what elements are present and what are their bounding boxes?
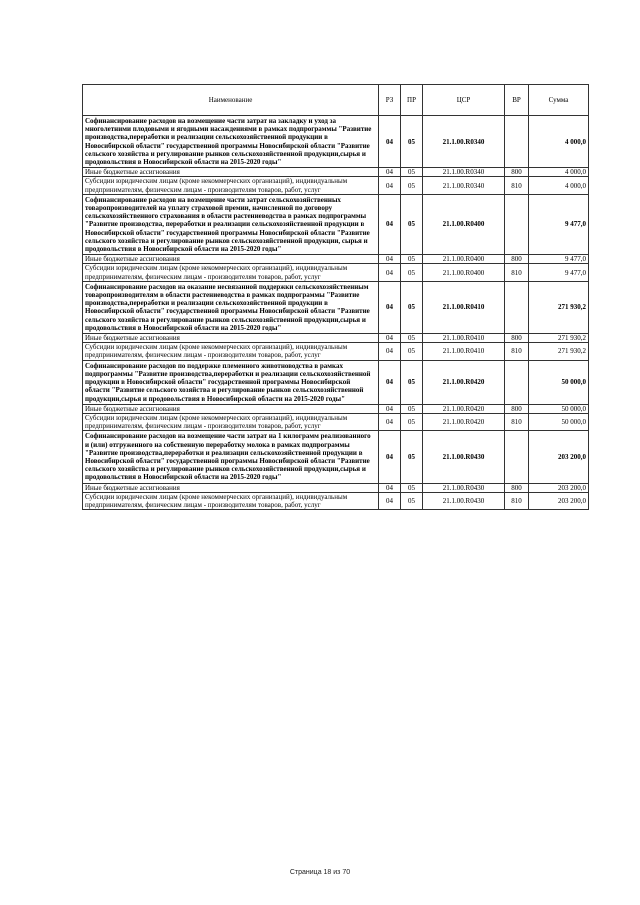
cell-csr: 21.1.00.R0340 (423, 116, 505, 168)
cell-sum: 50 000,0 (529, 404, 589, 413)
cell-vr: 800 (505, 404, 529, 413)
cell-name: Субсидии юридическим лицам (кроме некоммерческих организаций), индивидуальным предпринимателям, физическим лицам - производителям товаров, работ, услуг (83, 492, 379, 509)
cell-pr: 05 (401, 168, 423, 177)
cell-sum: 4 000,0 (529, 177, 589, 194)
cell-vr: 800 (505, 334, 529, 343)
cell-csr: 21.1.00.R0430 (423, 492, 505, 509)
cell-pr: 05 (401, 255, 423, 264)
cell-csr: 21.1.00.R0400 (423, 255, 505, 264)
cell-csr: 21.1.00.R0420 (423, 404, 505, 413)
cell-name: Софинансирование расходов на оказание несвязанной поддержки сельскохозяйственным товаропроизводителям в области растениеводства в рамках подпрограммы "Развитие производства,переработки и реализации сельскохозяйственной продукции в Новосибирской области" государственной программы Новосибирской области "Развитие сельского хозяйства и регулирование рынков сельскохозяйственной продукции,сырья и продовольствия в Новосибирской области на 2015-2020 годы" (83, 281, 379, 333)
table-row-expense-item (83, 116, 589, 168)
cell-vr (505, 360, 529, 404)
cell-rz: 04 (379, 343, 401, 360)
cell-name: Иные бюджетные ассигнования (83, 483, 379, 492)
table-body (83, 116, 589, 510)
cell-pr: 05 (401, 334, 423, 343)
table-row-sub-item (83, 264, 589, 281)
cell-sum: 50 000,0 (529, 413, 589, 430)
cell-sum: 9 477,0 (529, 194, 589, 254)
cell-sum: 203 200,0 (529, 431, 589, 483)
cell-vr: 810 (505, 177, 529, 194)
cell-rz: 04 (379, 168, 401, 177)
cell-pr: 05 (401, 483, 423, 492)
cell-vr: 810 (505, 343, 529, 360)
cell-pr: 05 (401, 413, 423, 430)
cell-vr (505, 281, 529, 333)
cell-vr (505, 194, 529, 254)
cell-csr: 21.1.00.R0400 (423, 264, 505, 281)
cell-name: Иные бюджетные ассигнования (83, 255, 379, 264)
table-row-sub-item (83, 343, 589, 360)
cell-name: Субсидии юридическим лицам (кроме некоммерческих организаций), индивидуальным предпринимателям, физическим лицам - производителям товаров, работ, услуг (83, 343, 379, 360)
cell-name: Субсидии юридическим лицам (кроме некоммерческих организаций), индивидуальным предпринимателям, физическим лицам - производителям товаров, работ, услуг (83, 413, 379, 430)
cell-rz: 04 (379, 431, 401, 483)
cell-rz: 04 (379, 492, 401, 509)
cell-name: Софинансирование расходов на возмещение части затрат на закладку и уход за многолетними плодовыми и ягодными насаждениями в рамках подпрограммы "Развитие производства,переработки и реализации сельскохозяйственной продукции в Новосибирской области" государственной программы Новосибирской области "Развитие сельского хозяйства и регулирование рынков сельскохозяйственной продукции,сырья и продовольствия в Новосибирской области на 2015-2020 годы" (83, 116, 379, 168)
cell-rz: 04 (379, 483, 401, 492)
cell-sum: 203 200,0 (529, 483, 589, 492)
cell-pr: 05 (401, 492, 423, 509)
cell-pr: 05 (401, 343, 423, 360)
cell-sum: 203 200,0 (529, 492, 589, 509)
cell-vr: 800 (505, 483, 529, 492)
table-row-sub-item (83, 168, 589, 177)
cell-rz: 04 (379, 116, 401, 168)
cell-sum: 271 930,2 (529, 343, 589, 360)
cell-rz: 04 (379, 255, 401, 264)
cell-rz: 04 (379, 413, 401, 430)
table-row-expense-item (83, 431, 589, 483)
table-row-sub-item (83, 334, 589, 343)
cell-rz: 04 (379, 334, 401, 343)
table-row-sub-item (83, 492, 589, 509)
table-row-sub-item (83, 255, 589, 264)
cell-vr (505, 116, 529, 168)
cell-sum: 4 000,0 (529, 168, 589, 177)
cell-name: Иные бюджетные ассигнования (83, 404, 379, 413)
cell-csr: 21.1.00.R0430 (423, 483, 505, 492)
header-sum: Сумма (529, 85, 589, 116)
table-header-row (83, 85, 589, 116)
header-pr: ПР (401, 85, 423, 116)
table-row-expense-item (83, 281, 589, 333)
page-number: Страница 18 из 70 (289, 869, 351, 876)
cell-name: Иные бюджетные ассигнования (83, 168, 379, 177)
table-row-sub-item (83, 483, 589, 492)
cell-csr: 21.1.00.R0420 (423, 360, 505, 404)
cell-csr: 21.1.00.R0430 (423, 431, 505, 483)
cell-pr: 05 (401, 360, 423, 404)
table-row-sub-item (83, 404, 589, 413)
table-row-sub-item (83, 413, 589, 430)
header-rz: РЗ (379, 85, 401, 116)
cell-pr: 05 (401, 116, 423, 168)
cell-csr: 21.1.00.R0410 (423, 343, 505, 360)
cell-sum: 4 000,0 (529, 116, 589, 168)
table-row-expense-item (83, 194, 589, 254)
cell-pr: 05 (401, 177, 423, 194)
cell-csr: 21.1.00.R0420 (423, 413, 505, 430)
cell-vr: 810 (505, 492, 529, 509)
cell-sum: 9 477,0 (529, 255, 589, 264)
cell-csr: 21.1.00.R0410 (423, 281, 505, 333)
cell-rz: 04 (379, 177, 401, 194)
cell-vr: 810 (505, 413, 529, 430)
cell-name: Софинансирование расходов на возмещение части затрат сельскохозяйственных товаропроизводителей на уплату страховой премии, начисленной по договору сельскохозяйственного страхования в области растениеводства в рамках подпрограммы "Развитие производства, переработки и реализации сельскохозяйственной продукции в Новосибирской области" государственной программы Новосибирской области "Развитие сельского хозяйства и регулирование рынков сельскохозяйственной продукции, сырья и продовольствия в Новосибирской области на 2015-2020 годы" (83, 194, 379, 254)
cell-rz: 04 (379, 360, 401, 404)
cell-vr: 810 (505, 264, 529, 281)
cell-name: Софинансирование расходов на возмещение части затрат на 1 килограмм реализованного и (или) отгруженного на собственную переработку молока в рамках подпрограммы "Развитие производства,переработки и реализации сельскохозяйственной продукции в Новосибирской области" государственной программы Новосибирской области "Развитие сельского хозяйства и регулирование рынков сельскохозяйственной продукции,сырья и продовольствия в Новосибирской области на 2015-2020 годы" (83, 431, 379, 483)
header-name: Наименование (83, 85, 379, 116)
cell-rz: 04 (379, 281, 401, 333)
cell-csr: 21.1.00.R0340 (423, 177, 505, 194)
cell-vr (505, 431, 529, 483)
cell-csr: 21.1.00.R0340 (423, 168, 505, 177)
budget-table (82, 84, 589, 510)
cell-pr: 05 (401, 194, 423, 254)
cell-sum: 271 930,2 (529, 281, 589, 333)
cell-rz: 04 (379, 404, 401, 413)
cell-csr: 21.1.00.R0400 (423, 194, 505, 254)
cell-pr: 05 (401, 404, 423, 413)
cell-rz: 04 (379, 264, 401, 281)
table-row-expense-item (83, 360, 589, 404)
cell-pr: 05 (401, 281, 423, 333)
cell-pr: 05 (401, 264, 423, 281)
cell-rz: 04 (379, 194, 401, 254)
cell-vr: 800 (505, 168, 529, 177)
cell-name: Софинансирование расходов по поддержке племенного животноводства в рамках подпрограммы "Развитие производства,переработки и реализации сельскохозяйственной продукции в Новосибирской области" государственной программы Новосибирской области "Развитие сельского хозяйства и регулирование рынков сельскохозяйственной продукции,сырья и продовольствия в Новосибирской области на 2015-2020 годы" (83, 360, 379, 404)
cell-sum: 50 000,0 (529, 360, 589, 404)
header-vr: ВР (505, 85, 529, 116)
cell-name: Иные бюджетные ассигнования (83, 334, 379, 343)
cell-name: Субсидии юридическим лицам (кроме некоммерческих организаций), индивидуальным предпринимателям, физическим лицам - производителям товаров, работ, услуг (83, 264, 379, 281)
cell-name: Субсидии юридическим лицам (кроме некоммерческих организаций), индивидуальным предпринимателям, физическим лицам - производителям товаров, работ, услуг (83, 177, 379, 194)
cell-sum: 271 930,2 (529, 334, 589, 343)
cell-csr: 21.1.00.R0410 (423, 334, 505, 343)
cell-pr: 05 (401, 431, 423, 483)
header-csr: ЦСР (423, 85, 505, 116)
cell-sum: 9 477,0 (529, 264, 589, 281)
table-row-sub-item (83, 177, 589, 194)
cell-vr: 800 (505, 255, 529, 264)
